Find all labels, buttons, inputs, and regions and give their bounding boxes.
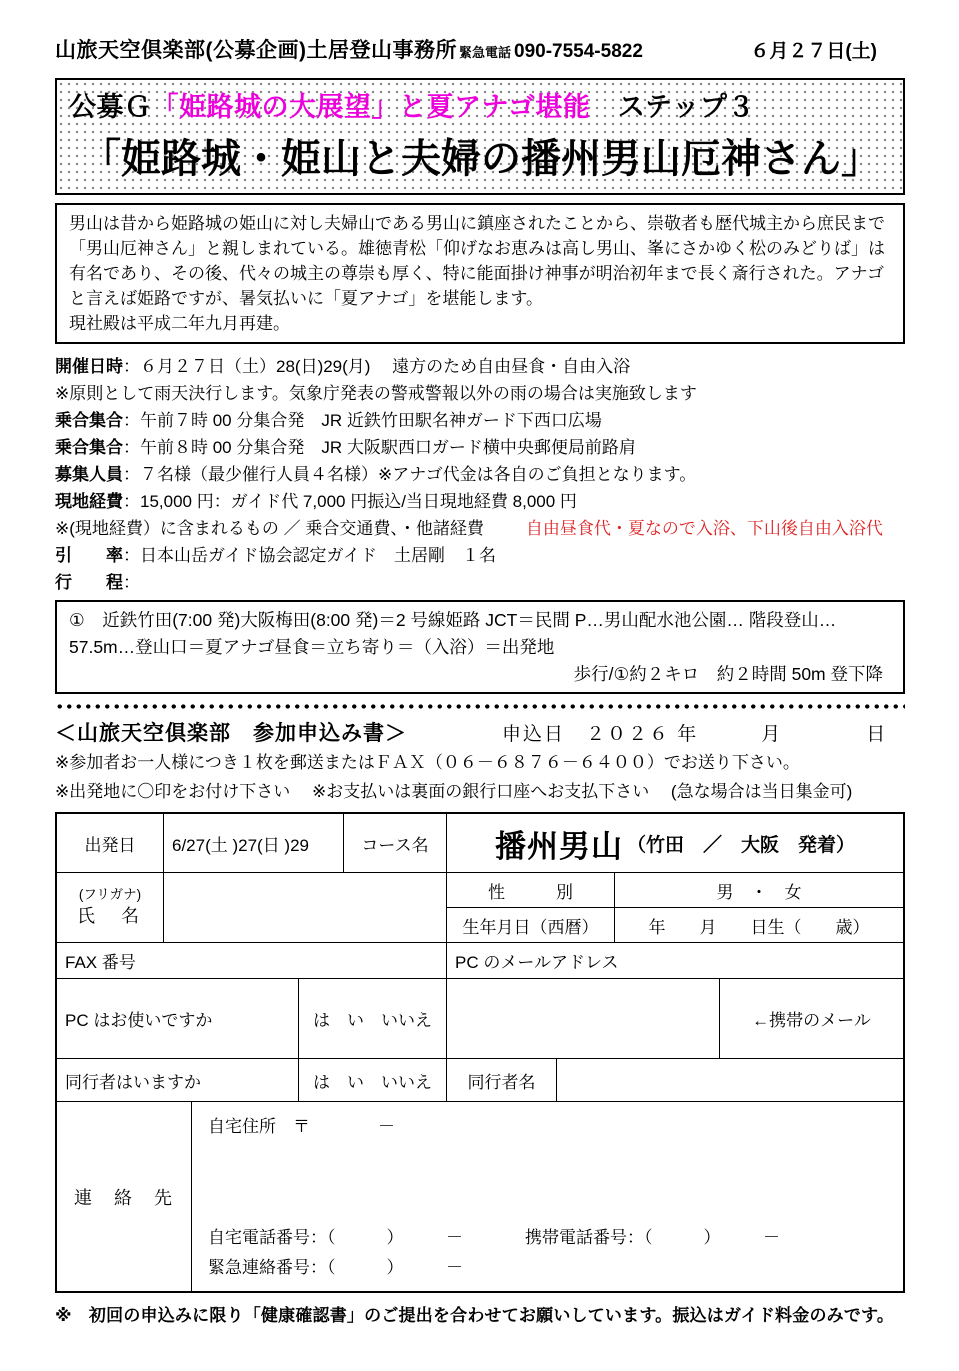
emergency-phone-label: 緊急電話 (459, 45, 512, 60)
meeting2-value: ：午前８時 00 分集合発 JR 大阪駅西口ガード横中央郵便局前路肩 (123, 438, 636, 457)
event-details (55, 353, 905, 596)
gender-label-cell: 性 別 (447, 873, 615, 907)
contact-label-cell: 連 絡 先 (57, 1102, 192, 1291)
meeting1-value: ：午前７時 00 分集合発 JR 近鉄竹田駅名神ガード下西口広場 (123, 411, 602, 430)
name-input-cell (164, 873, 447, 942)
emergency-phone-number: 090-7554-5822 (514, 41, 643, 62)
cost-note-red: 自由昼食代・夏なので入浴、下山後自由入浴代 (525, 519, 883, 538)
detail-cost (55, 488, 905, 515)
home-phone-field: 自宅電話番号：（ ） － (208, 1228, 463, 1247)
companion-name-label-cell: 同行者名 (447, 1059, 557, 1101)
detail-meeting1 (55, 407, 905, 434)
title-box (55, 78, 905, 195)
event-date: ６月２７日(土) (750, 41, 877, 62)
table-row-contact (57, 1101, 903, 1291)
mobile-mail-input-cell (447, 979, 720, 1058)
phone-row-2 (208, 1253, 463, 1283)
application-table (55, 812, 905, 1293)
phone-row-1 (208, 1223, 780, 1253)
table-row-departure (57, 814, 903, 872)
detail-capacity (55, 461, 905, 488)
application-form-header (55, 717, 905, 747)
table-row-companion (57, 1058, 903, 1101)
pc-answer-cell: は い いいえ (299, 979, 447, 1058)
meeting1-label: 乗合集合 (55, 411, 123, 430)
form-note-fax: ※参加者お一人様につき１枚を郵送またはＦＡＸ（０６－６８７６－６４００）でお送り下さい。 (55, 753, 800, 772)
guide-value: ：日本山岳ガイド協会認定ガイド 土居剛 １名 (123, 546, 496, 565)
contact-detail-cell (192, 1102, 903, 1291)
course-name: 播州男山 (494, 828, 623, 864)
cost-value: ：15,000 円：ガイド代 7,000 円振込/当日現地経費 8,000 円 (123, 492, 577, 511)
description-note: 現社殿は平成二年九月再建。 (69, 314, 290, 333)
guide-label: 引 率 (55, 546, 123, 565)
fax-number-cell: FAX 番号 (57, 943, 447, 978)
table-row-name (57, 872, 903, 942)
detail-meeting2 (55, 434, 905, 461)
pc-question-cell: PC はお使いですか (57, 979, 299, 1058)
course-name-cell (447, 814, 903, 872)
name-label-cell (57, 873, 164, 942)
cost-inclusion-note (55, 515, 905, 542)
birthdate-fields-cell: 年 月 日生（ 歳） (648, 917, 870, 937)
departure-label-cell: 出発日 (57, 814, 164, 872)
footer-note: ※ 初回の申込みに限り「健康確認書」のご提出を合わせてお願いしています。振込はガイド料金のみです。 (55, 1306, 895, 1325)
emergency-contact-field: 緊急連絡番号：（ ） － (208, 1258, 463, 1277)
course-departure-points: （竹田 ／ 大阪 発着） (626, 834, 855, 856)
companion-answer-cell: は い いいえ (299, 1059, 447, 1101)
detail-guide (55, 542, 905, 569)
form-note-payment: ※出発地に〇印をお付け下さい ※お支払いは裏面の銀行口座へお支払下さい (急な場合は当日集金可) (55, 782, 853, 801)
pc-mail-cell: PC のメールアドレス (455, 953, 619, 972)
cost-note-black: ※(現地経費）に含まれるもの ／ 乗合交通費、・他諸経費 (55, 519, 484, 538)
event-main-title: 「姫路城・姫山と夫婦の播州男山厄神さん」 (81, 137, 881, 181)
table-row-pc-question (57, 978, 903, 1058)
description-paragraph: 男山は昔から姫路城の姫山に対し夫婦山である男山に鎮座されたことから、崇敬者も歴代城主から庶民まで「男山厄神さん」と親しまれている。雄徳青松「仰げなお恵みは高し男山、峯にさかゆく松のみどりば」は有名であり、その後、代々の城主の尊崇も厚く、特に能面掛け神事が明治初年まで長く斎行された。アナゴと言えば姫路ですが、暑気払いに「夏アナゴ」を堪能します。 (69, 214, 885, 308)
detail-schedule (55, 353, 905, 380)
gender-subrow (447, 873, 903, 907)
detail-itinerary-heading (55, 569, 905, 596)
schedule-label: 開催日時 (55, 357, 123, 376)
description-box (55, 203, 905, 344)
departure-value-cell: 6/27(土 )27(日 )29 (164, 814, 344, 872)
birthdate-label-cell: 生年月日（西暦） (447, 908, 615, 942)
birthdate-subrow (447, 907, 903, 942)
capacity-label: 募集人員 (55, 465, 123, 484)
home-address-line: 自宅住所 〒 － (208, 1117, 395, 1136)
capacity-value: ：７名様（最少催行人員４名様）※アナゴ代金は各自のご負担となります。 (123, 465, 697, 484)
itinerary-walk-summary: 歩行/①約２キロ 約２時間 50m 登下降 (573, 664, 883, 684)
application-form-title: ＜山旅天空倶楽部 参加申込み書＞ (55, 722, 407, 745)
name-label: 氏 名 (77, 906, 143, 927)
step-number: ステップ３ (590, 92, 755, 122)
mobile-mail-note-cell: ←携帯のメール (752, 1011, 871, 1030)
mobile-phone-field: 携帯電話番号：（ ） － (525, 1228, 780, 1247)
recruit-type: 公募Ｇ (69, 92, 152, 122)
companion-question-cell: 同行者はいますか (57, 1059, 299, 1101)
meeting2-label: 乗合集合 (55, 438, 123, 457)
application-date-line: 申込日 ２０２６ 年 月 日 (502, 724, 888, 745)
itinerary-route: ① 近鉄竹田(7:00 発)大阪梅田(8:00 発)＝2 号線姫路 JCT＝民間 P…男山配水池公園… 階段登山…57.5m…登山口＝夏アナゴ昼食＝立ち寄り＝（入浴）＝出発地 (69, 610, 837, 657)
document-header (55, 34, 905, 64)
rain-policy-note: ※原則として雨天決行します。気象庁発表の警戒警報以外の雨の場合は実施致します (55, 384, 697, 403)
itinerary-colon: ： (123, 573, 140, 592)
gender-birth-cell (447, 873, 903, 942)
club-office-name: 山旅天空倶楽部(公募企画)土居登山事務所 (55, 39, 457, 62)
event-subtitle (69, 85, 893, 124)
schedule-value: ：６月２７日（土）28(日)29(月) 遠方のため自由昼食・自由入浴 (123, 357, 631, 376)
furigana-label: (フリガナ) (78, 887, 142, 903)
cost-label: 現地経費 (55, 492, 123, 511)
subtitle-highlight: 「姫路城の大展望」と夏アナゴ堪能 (151, 92, 591, 122)
gender-options-cell: 男 ・ 女 (716, 882, 802, 902)
itinerary-label: 行 程 (55, 573, 123, 592)
dotted-separator (55, 703, 905, 710)
course-label-cell: コース名 (344, 814, 447, 872)
table-row-fax-mail (57, 942, 903, 978)
companion-name-input-cell (557, 1059, 903, 1101)
itinerary-box (55, 600, 905, 694)
